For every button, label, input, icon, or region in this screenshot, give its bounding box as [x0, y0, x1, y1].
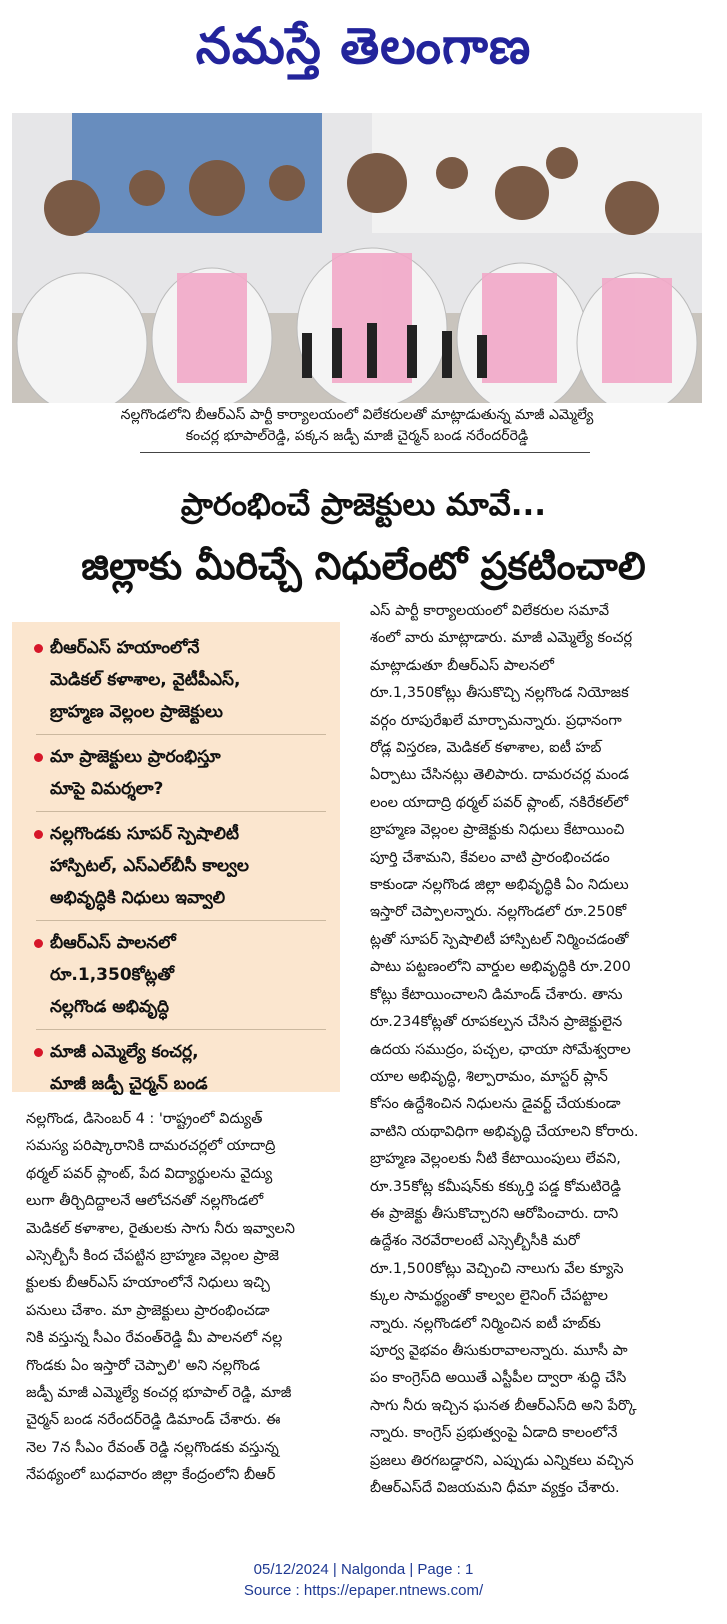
bullet-icon	[34, 644, 43, 653]
article-line: ఎస్ పార్టీ కార్యాలయంలో విలేకరుల సమావే	[370, 603, 610, 619]
bullet-icon	[34, 1048, 43, 1057]
article-line: ఈ ప్రాజెక్టు తీసుకొచ్చారని ఆరోపించారు. దాని	[370, 1205, 619, 1222]
article-line: బీఆర్‌ఎస్‌దే విజయమని ధీమా వ్యక్తం చేశారు.	[370, 1480, 620, 1496]
article-line: పాటు పట్టణంలోని వార్డుల అభివృద్ధికి రూ.200	[370, 959, 631, 976]
article-line: పం కాంగ్రెస్‌ది అయితే ఎస్టీపీల ద్వారా శుద్ధి చేసి	[370, 1370, 627, 1387]
article-line: లంల యాదాద్రి థర్మల్ పవర్ ప్లాంట్, నకిరేకల్‌లో	[370, 794, 629, 811]
article-line: రూ.35కోట్ల కమీషన్‌కు కక్కుర్తి పడ్డ కోమటిరెడ్డి	[370, 1178, 622, 1195]
highlight-line: మా ప్రాజెక్టులు ప్రారంభిస్తూ	[50, 747, 221, 767]
highlight-line: మాజీ జడ్పీ చైర్మన్ బండ	[50, 1074, 208, 1094]
article-line: నెల 7న సీఎం రేవంత్ రెడ్డి నల్లగొండకు వస్తున్న	[26, 1439, 279, 1456]
article-line: నేపథ్యంలో బుధవారం జిల్లా కేంద్రంలోని బీఆర్	[26, 1467, 276, 1484]
highlight-line: మాజీ ఎమ్మెల్యే కంచర్ల,	[50, 1042, 199, 1062]
article-line: బ్రాహ్మణ వెల్లంల ప్రాజెక్టుకు నిధులు కేటాయించి	[370, 822, 625, 839]
highlight-item	[36, 1036, 326, 1106]
article-line: కోసం ఉద్దేశించిన నిధులను డైవర్ట్ చేయకుండా	[370, 1096, 621, 1113]
article-line: రూ.234కోట్లతో రూపకల్పన చేసిన ప్రాజెక్టులైన	[370, 1014, 623, 1031]
article-line: పూర్వ వైభవం తీసుకురావాలన్నారు. మూసీ పా	[370, 1342, 628, 1359]
article-line: ఎస్సెల్బీసీ కింద చేపట్టిన బ్రాహ్మణ వెల్లంల ప్రాజె	[26, 1248, 279, 1265]
article-line: జడ్పీ మాజీ ఎమ్మెల్యే కంచర్ల భూపాల్ రెడ్డి, మాజీ	[26, 1385, 292, 1402]
article-line: న్నారు. కాంగ్రెస్ ప్రభుత్వంపై ఏడాది కాలంలోనే	[370, 1425, 618, 1442]
article-line: కోట్లు కేటాయించాలని డిమాండ్ చేశారు. తాను	[370, 986, 623, 1003]
article-line: శంలో వారు మాట్లాడారు. మాజీ ఎమ్మెల్యే కంచర్ల	[370, 630, 633, 647]
article-line: లుగా తీర్చిదిద్దాలనే ఆలోచనతో నల్లగొండలో	[26, 1193, 264, 1210]
highlight-item	[36, 741, 326, 812]
highlight-line: నల్లగొండ అభివృద్ధి	[50, 997, 170, 1017]
bullet-icon	[34, 939, 43, 948]
article-line: సాగు నీరు ఇచ్చిన ఘనత బీఆర్‌ఎస్‌ది అని పేర్కొ	[370, 1397, 637, 1414]
article-line: ఉద్దేశం నెరవేరాలంటే ఎస్సెల్బీసీకి మరో	[370, 1233, 580, 1250]
article-line: రూ.1,350కోట్లు తీసుకొచ్చి నల్లగొండ నియోజక	[370, 685, 629, 702]
highlight-line: రూ.1,350కోట్లతో	[50, 965, 174, 985]
article-line: ఏర్పాటు చేసినట్లు తెలిపారు. దామరచర్ల మండ	[370, 767, 630, 784]
highlight-line: బీఆర్‌ఎస్ పాలనలో	[50, 933, 176, 953]
footer-source: Source : https://epaper.ntnews.com/	[243, 1582, 484, 1599]
article-line: సమస్య పరిష్కారానికి దామరచర్లలో యాదాద్రి	[26, 1138, 276, 1155]
highlight-item	[36, 927, 326, 1030]
highlight-line: మెడికల్ కళాశాల, వైటీపీఎస్,	[50, 670, 241, 690]
article-line: ఇస్తారో చెప్పాలన్నారు. నల్లగొండలో రూ.250కో	[370, 904, 627, 921]
photo-caption	[12, 405, 702, 447]
article-line: నికి వస్తున్న సీఎం రేవంత్‌రెడ్డి మీ పాలనలో నల్ల	[26, 1330, 283, 1347]
highlight-item	[36, 632, 326, 735]
article-line: వర్గం రూపురేఖలే మార్చామన్నారు. ప్రధానంగా	[370, 712, 622, 729]
article-line: మాట్లాడుతూ బీఆర్‌ఎస్ పాలనలో	[370, 657, 554, 674]
article-line: ఉదయ సముద్రం, పచ్చల, ఛాయా సోమేశ్వరాల	[370, 1041, 631, 1058]
article-line: ట్లతో సూపర్ స్పెషాలిటీ హాస్పిటల్ నిర్మించడంతో	[370, 931, 629, 948]
divider	[140, 452, 590, 453]
caption-line: నల్లగొండలోని బీఆర్‌ఎస్ పార్టీ కార్యాలయంలో విలేకరులతో మాట్లాడుతున్న మాజీ ఎమ్మెల్యే	[120, 407, 594, 423]
article-line: రూ.1,500కోట్లు వెచ్చించి నాలుగు వేల క్యూసె	[370, 1260, 624, 1277]
article-line: నల్లగొండ, డిసెంబర్ 4 : 'రాష్ట్రంలో విద్యుత్	[26, 1111, 263, 1127]
footer-date-edition: 05/12/2024 | Nalgonda | Page : 1	[253, 1561, 474, 1578]
highlight-line: అభివృద్ధికి నిధులు ఇవ్వాలి	[50, 888, 226, 908]
highlight-line: హాస్పిటల్, ఎస్‌ఎల్‌బీసీ కాల్వల	[50, 856, 249, 876]
article-column-right	[370, 598, 710, 1502]
article-line: రోడ్ల విస్తరణ, మెడికల్ కళాశాల, ఐటీ హబ్	[370, 740, 602, 757]
article-line: ప్రజలు తిరగబడ్డారని, ఎప్పుడు ఎన్నికలు వచ్చిన	[370, 1452, 634, 1469]
caption-line: కంచర్ల భూపాల్‌రెడ్డి, పక్కన జడ్పీ మాజీ చైర్మన్ బండ నరేందర్‌రెడ్డి	[185, 428, 529, 444]
masthead-logo: నమస్తే తెలంగాణ	[195, 17, 532, 75]
article-column-left	[26, 1106, 344, 1490]
highlights-box	[12, 622, 340, 1092]
article-line: క్టులకు బీఆర్‌ఎస్ హయాంలోనే నిధులు ఇచ్చి	[26, 1275, 270, 1292]
article-line: క్కుల సామర్థ్యంతో కాల్వల లైనింగ్ చేపట్టాల	[370, 1288, 608, 1305]
headline-kicker: ప్రారంభించే ప్రాజెక్టులు మావే...	[180, 487, 547, 523]
article-line: బ్రాహ్మణ వెల్లంలకు నీటి కేటాయింపులు లేవని,	[370, 1151, 621, 1168]
bullet-icon	[34, 753, 43, 762]
article-line: పనులు చేశాం. మా ప్రాజెక్టులు ప్రారంభించడా	[26, 1302, 270, 1319]
article-line: న్నారు. నల్లగొండలో నిర్మించిన ఐటీ హబ్‌కు	[370, 1315, 601, 1332]
highlight-line: నల్లగొండకు సూపర్ స్పెషాలిటీ	[50, 824, 240, 844]
highlight-item	[36, 818, 326, 921]
article-line: మెడికల్ కళాశాల, రైతులకు సాగు నీరు ఇవ్వాలని	[26, 1220, 295, 1237]
highlight-line: బీఆర్‌ఎస్ హయాంలోనే	[50, 638, 200, 658]
article-line: థర్మల్ పవర్ ప్లాంట్, పేద విద్యార్థులను వైద్యు	[26, 1165, 273, 1182]
article-line: యాల అభివృద్ధి, శిల్పారామం, మాస్టర్ ప్లాన్	[370, 1068, 608, 1085]
article-line: పూర్తి చేశామని, కేవలం వాటి ప్రారంభించడం	[370, 849, 610, 866]
news-photo	[12, 113, 702, 403]
press-meet-illustration	[12, 113, 702, 403]
highlight-line: మాపై విమర్శలా?	[50, 779, 164, 799]
article-line: కాకుండా నల్లగొండ జిల్లా అభివృద్ధికి ఏం నిదులు	[370, 877, 629, 894]
bullet-icon	[34, 830, 43, 839]
article-line: గొండకు ఏం ఇస్తారో చెప్పాలి' అని నల్లగొండ	[26, 1357, 261, 1374]
article-line: వాటిని యథావిధిగా అభివృద్ధి చేయాలని కోరారు.	[370, 1123, 639, 1140]
article-line: చైర్మన్ బండ నరేందర్‌రెడ్డి డిమాండ్ చేశారు. ఈ	[26, 1412, 281, 1429]
highlight-line: బ్రాహ్మణ వెల్లంల ప్రాజెక్టులు	[50, 702, 223, 722]
headline-main: జిల్లాకు మీరిచ్చే నిధులేంటో ప్రకటించాలి	[81, 544, 646, 588]
